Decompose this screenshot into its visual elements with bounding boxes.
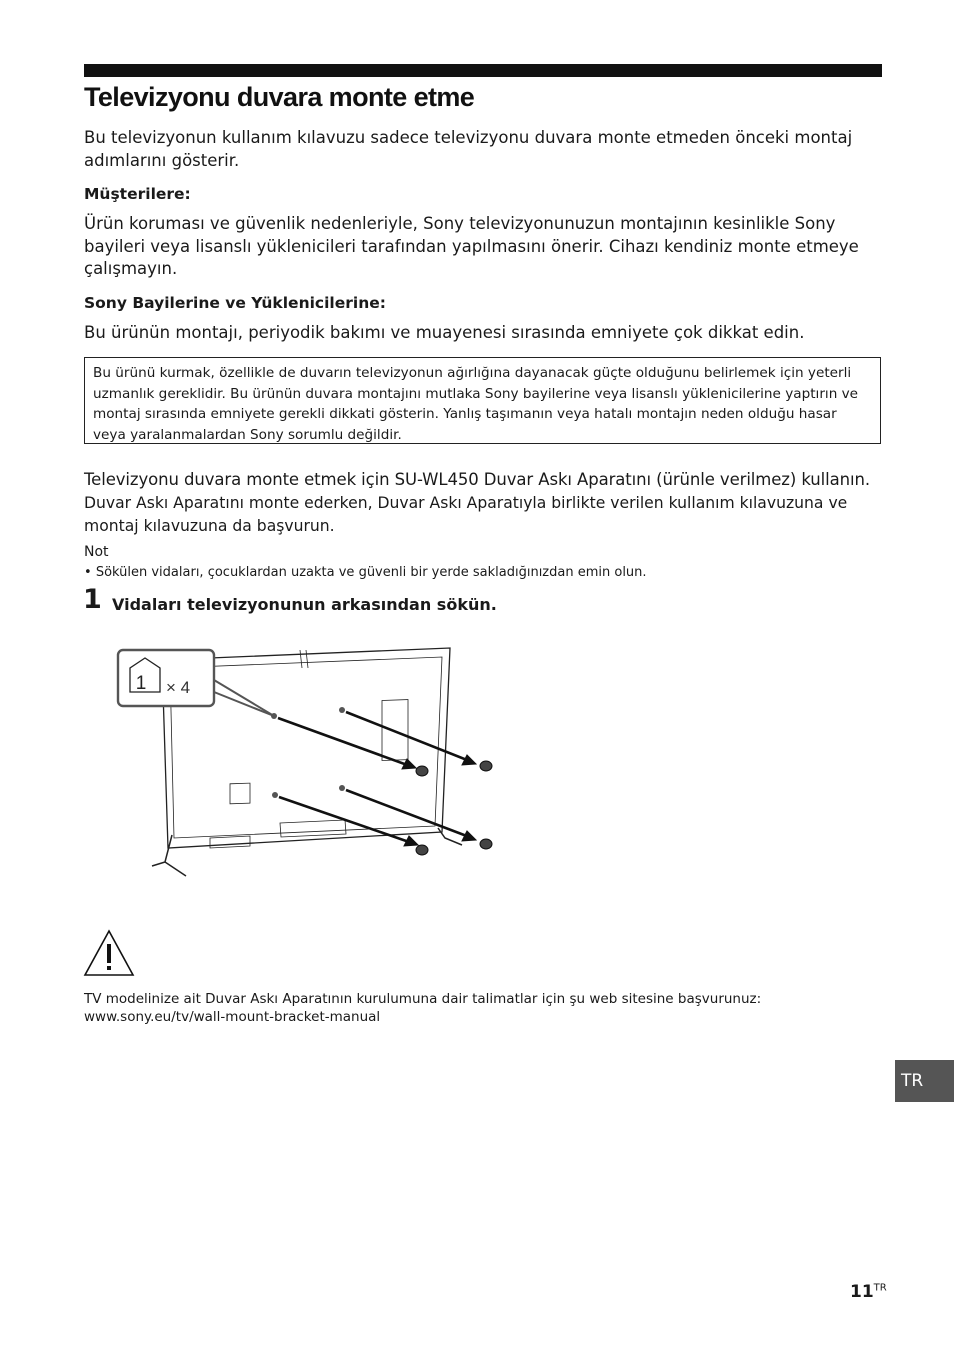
header-rule [84,64,882,77]
screw-label: 1 [135,673,147,694]
page-number [850,1282,887,1302]
customers-heading: Müşterilere: [84,185,191,203]
intro-paragraph: Bu televizyonun kullanım kılavuzu sadece televizyonu duvara monte etmeden önceki montaj adımlarını gösterir. [84,128,853,170]
step-number: 1 [83,584,102,615]
footer-note [84,990,761,1026]
bracket-paragraph: Televizyonu duvara monte etmek için SU-WL450 Duvar Askı Aparatını (ürünle verilmez) kullanın. [84,470,870,489]
page-number-value: 11 [850,1282,874,1302]
tv-back-illustration [110,640,510,890]
language-tab: TR [895,1060,954,1102]
note-item [84,565,647,580]
dealers-paragraph: Bu ürünün montajı, periyodik bakımı ve muayenesi sırasında emniyete çok dikkat edin. [84,323,805,342]
note-title: Not [84,544,109,560]
bullet-mark: • [84,565,92,580]
bracket-paragraph-2: Duvar Askı Aparatını monte ederken, Duvar Askı Aparatıyla birlikte verilen kullanım kılavuzuna ve montaj kılavuzuna da başvurun. [84,494,848,535]
warning-box: Bu ürünü kurmak, özellikle de duvarın televizyonun ağırlığına dayanacak güçte olduğunu belirlemek için yeterli uzmanlık gereklidir. Bu ürünün duvara montajını mutlaka Sony bayilerine veya lisanslı yüklenicilerine yaptırın ve montaj sırasında emniyete gerekli dikkati gösterin. Yanlış taşımanın veya hatalı montajın neden olduğu hasar veya yaralanmalardan Sony sorumlu değildir. [84,357,881,444]
warning-triangle-icon [83,928,135,978]
page-number-suffix: TR [873,1282,887,1294]
note-item-text: Sökülen vidaları, çocuklardan uzakta ve güvenli bir yerde sakladığınızdan emin olun. [95,565,647,580]
screw-count: × 4 [166,678,191,697]
page-title: Televizyonu duvara monte etme [84,82,475,112]
step-text: Vidaları televizyonunun arkasından sökün. [112,595,497,614]
footer-url: www.sony.eu/tv/wall-mount-bracket-manual [84,1009,381,1025]
footer-line-1: TV modelinize ait Duvar Askı Aparatının kurulumuna dair talimatlar için şu web sitesine başvurunuz: [84,991,762,1007]
customers-paragraph: Ürün koruması ve güvenlik nedenleriyle, Sony televizyonunuzun montajının kesinlikle Sony bayileri veya lisanslı yüklenicileri tarafından yapılmasını önerir. Cihazı kendiniz monte etmeye çalışmayın. [84,214,859,278]
dealers-heading: Sony Bayilerine ve Yüklenicilerine: [84,294,386,312]
